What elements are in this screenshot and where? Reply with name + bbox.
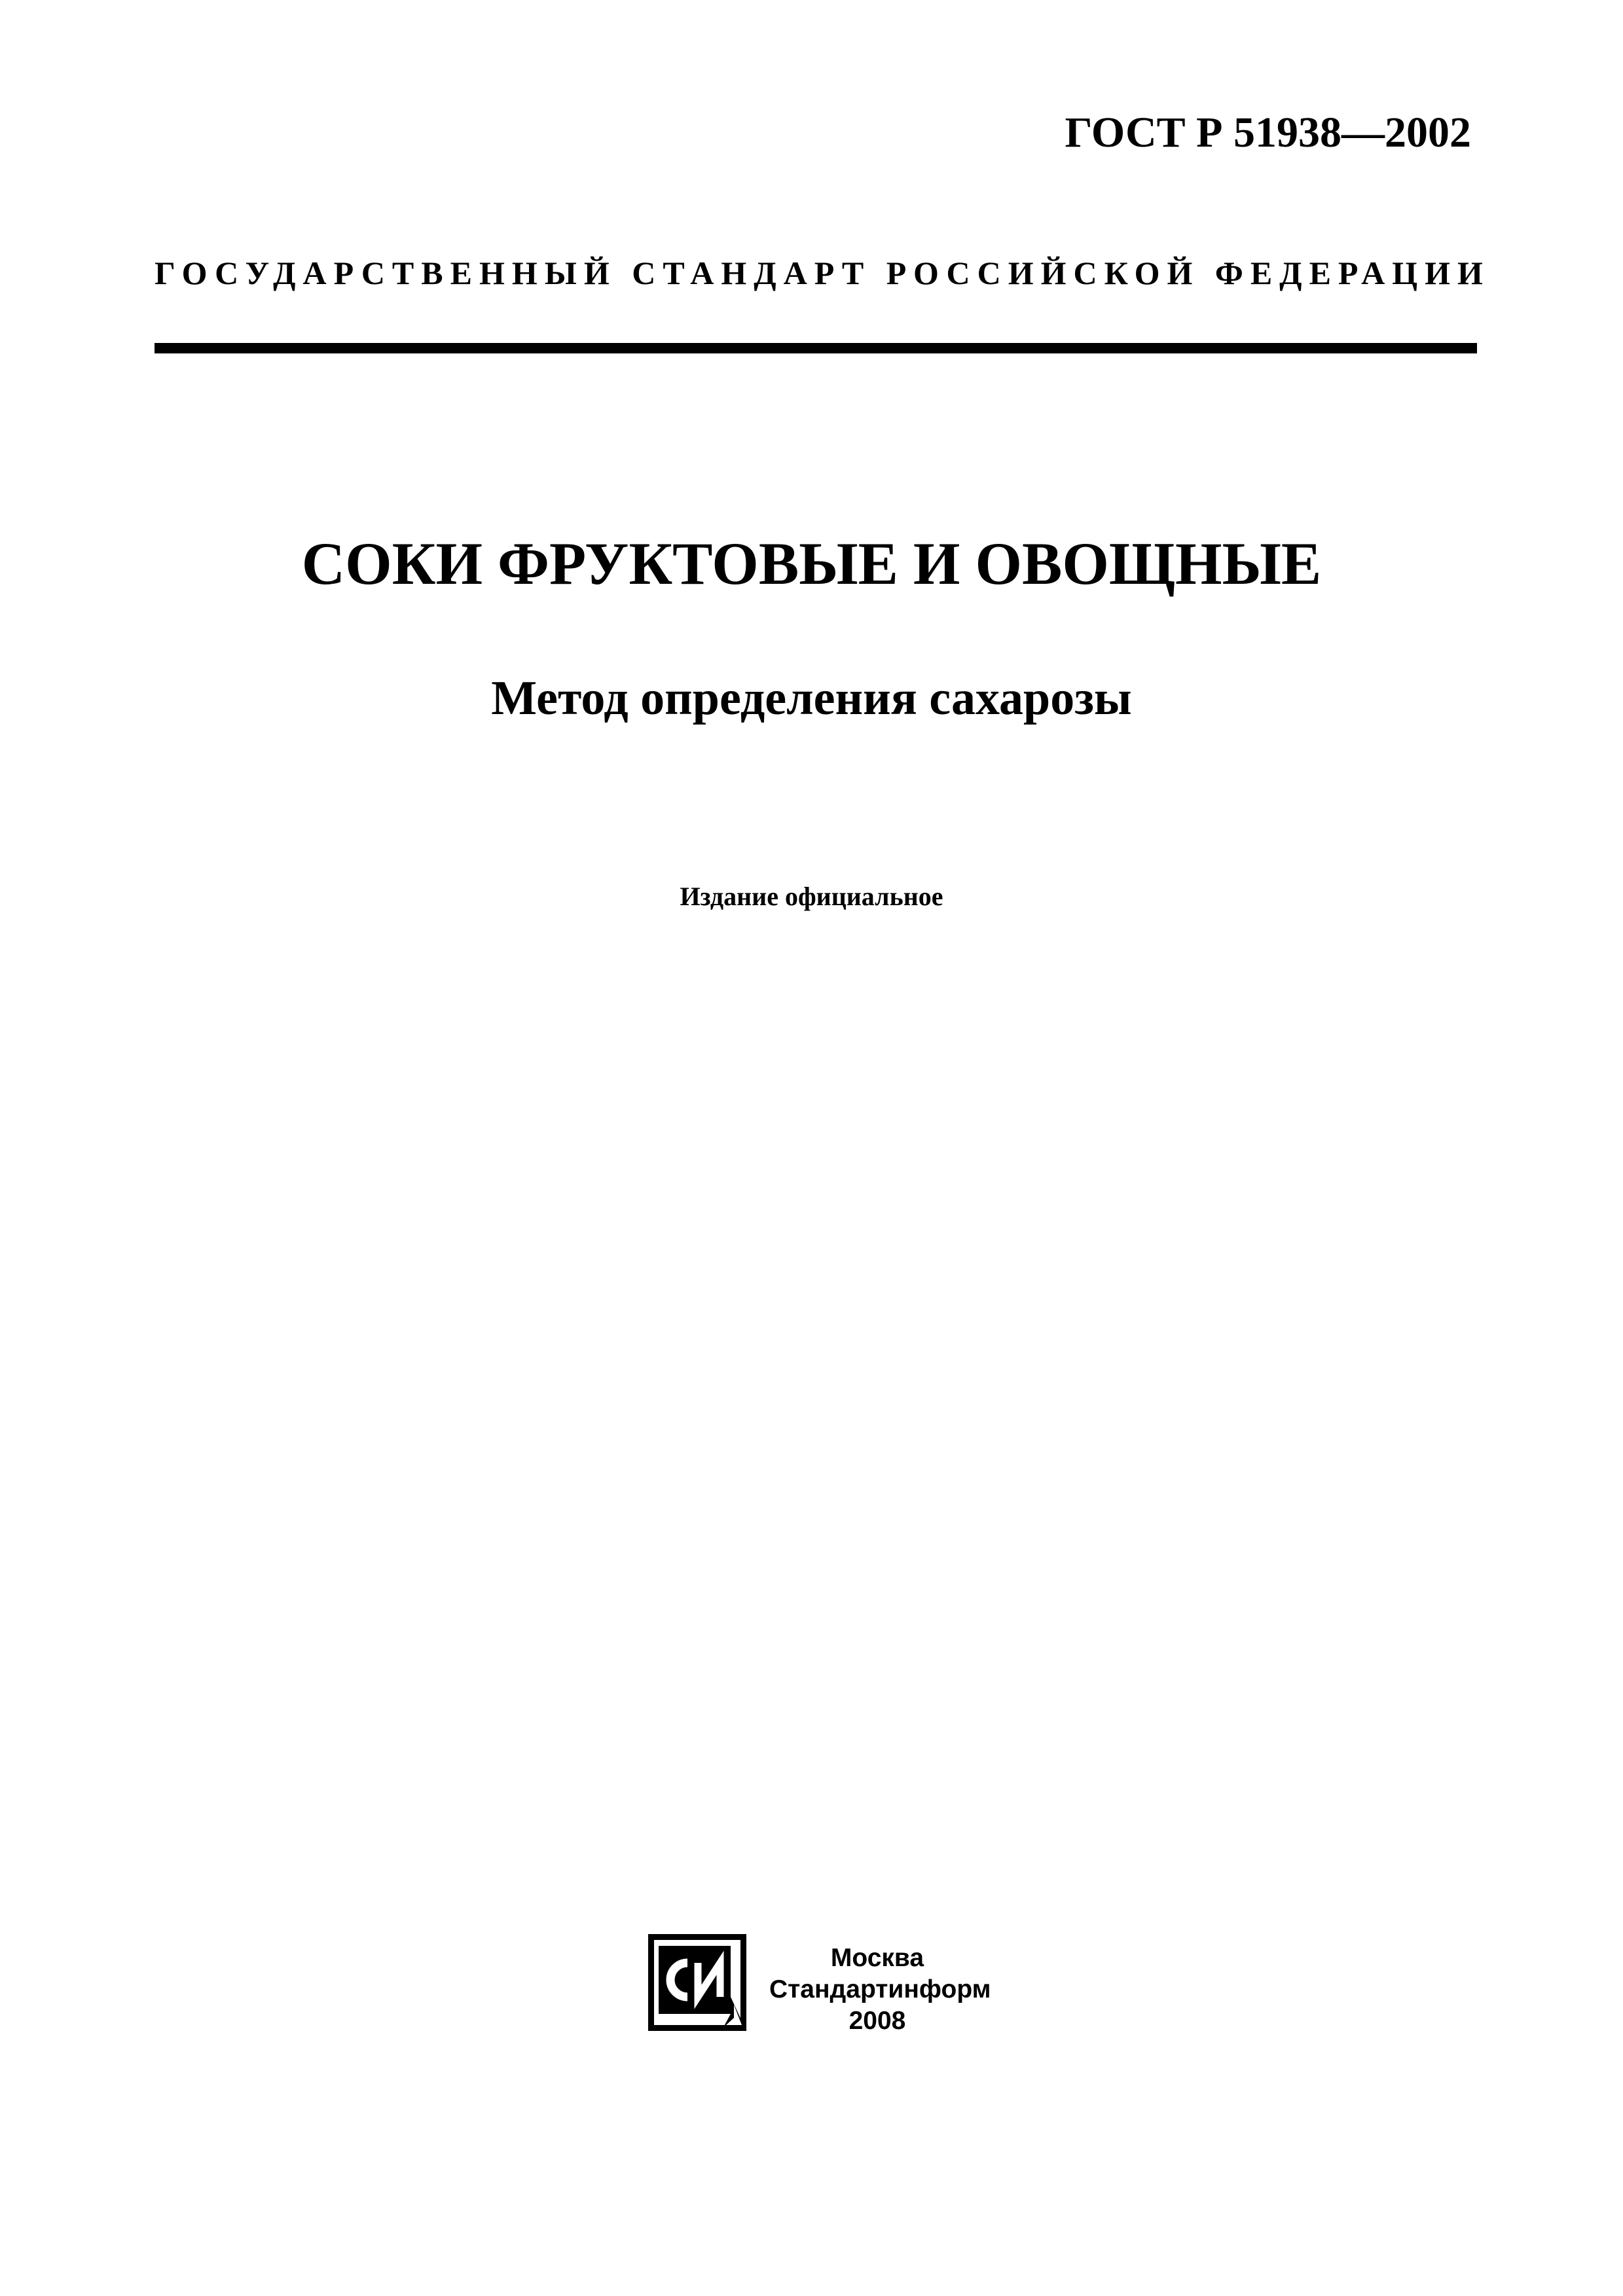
publisher-city: Москва (830, 1944, 924, 1972)
document-title: СОКИ ФРУКТОВЫЕ И ОВОЩНЫЕ (301, 530, 1322, 597)
publisher-name: Стандартинформ (769, 1975, 991, 2003)
publisher-imprint (769, 1943, 991, 2037)
standartinform-logo-icon (648, 1934, 746, 2031)
publication-year: 2008 (848, 2007, 906, 2035)
header-divider (155, 343, 1477, 353)
standard-authority: ГОСУДАРСТВЕННЫЙ СТАНДАРТ РОССИЙСКОЙ ФЕДЕРАЦИИ (155, 255, 1490, 291)
edition-label: Издание официальное (680, 882, 943, 911)
document-subtitle: Метод определения сахарозы (491, 672, 1132, 725)
standard-designation: ГОСТ Р 51938—2002 (1065, 109, 1471, 156)
